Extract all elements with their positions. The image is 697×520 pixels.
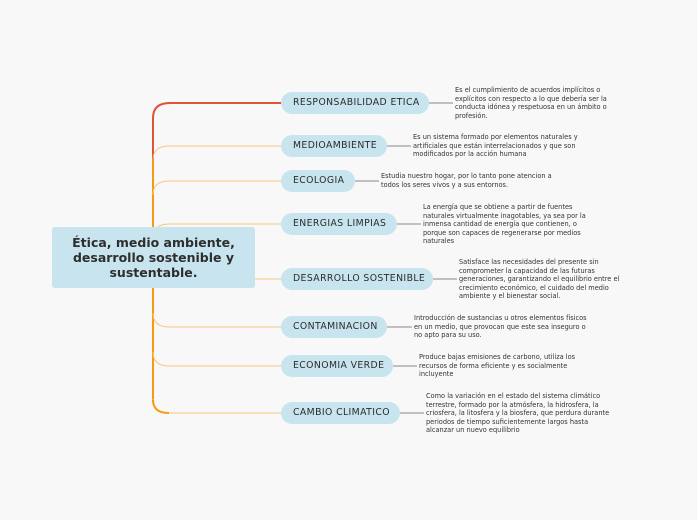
branch-label: CAMBIO CLIMATICO (293, 407, 390, 418)
branch-economia-verde[interactable] (281, 355, 393, 377)
branch-description: Como la variación en el estado del sistema climático terrestre, formado por la atmósfera, la hidrosfera, la criosfera, la litosfera y la biosfera, que perdura durante periodos de tiempo suficientemente largos hasta alcanzar un nuevo equilibrio (426, 392, 610, 435)
branch-contaminacion[interactable] (281, 316, 387, 338)
branch-responsabilidad-etica[interactable] (281, 92, 429, 114)
branch-description: Satisface las necesidades del presente sin comprometer la capacidad de las futuras generaciones, garantizando el equilibrio entre el crecimiento económico, el cuidado del medio ambiente y el bienestar social. (459, 258, 620, 301)
branch-label: RESPONSABILIDAD ETICA (293, 97, 420, 108)
branch-medioambiente[interactable] (281, 135, 387, 157)
branch-label: ECOLOGIA (293, 175, 345, 186)
branch-description: Es el cumplimiento de acuerdos implícitos o explícitos con respecto a lo que debería ser la conducta idónea y respetuosa en un ámbito o profesión. (455, 86, 607, 120)
branch-connector (153, 146, 281, 160)
branch-desarrollo-sostenible[interactable] (281, 268, 433, 290)
trunk-top-curve (153, 103, 281, 160)
branch-description: Es un sistema formado por elementos naturales y artificiales que están interrelacionados y que son modificados por la acción humana (413, 133, 578, 159)
branch-label: ECONOMIA VERDE (293, 360, 385, 371)
branch-label: MEDIOAMBIENTE (293, 140, 378, 151)
branch-description: Estudia nuestro hogar, por lo tanto pone atencion a todos los seres vivos y a sus entornos. (381, 172, 552, 189)
branch-connector (153, 313, 281, 327)
branch-ecologia[interactable] (281, 170, 355, 192)
branch-label: CONTAMINACION (293, 321, 378, 332)
central-topic[interactable] (52, 227, 255, 288)
central-topic-title: Ética, medio ambiente, desarrollo sostenible y sustentable. (72, 235, 235, 280)
branch-energias-limpias[interactable] (281, 213, 397, 235)
branch-connector (153, 181, 281, 195)
branch-description: La energía que se obtiene a partir de fuentes naturales virtualmente inagotables, ya sea por la inmensa cantidad de energía que contienen, o porque son capaces de regenerarse por medios naturales (423, 203, 586, 246)
branch-cambio-climatico[interactable] (281, 402, 400, 424)
branch-label: DESARROLLO SOSTENIBLE (293, 273, 426, 284)
branch-label: ENERGIAS LIMPIAS (293, 218, 387, 229)
branch-description: Introducción de sustancias u otros elementos físicos en un medio, que provocan que este sea inseguro o no apto para su uso. (414, 314, 587, 340)
branch-description: Produce bajas emisiones de carbono, utiliza los recursos de forma eficiente y es socialmente incluyente (419, 353, 576, 379)
branch-connector (153, 352, 281, 366)
trunk-bottom-curve (153, 400, 169, 413)
branch-connector (153, 399, 281, 413)
